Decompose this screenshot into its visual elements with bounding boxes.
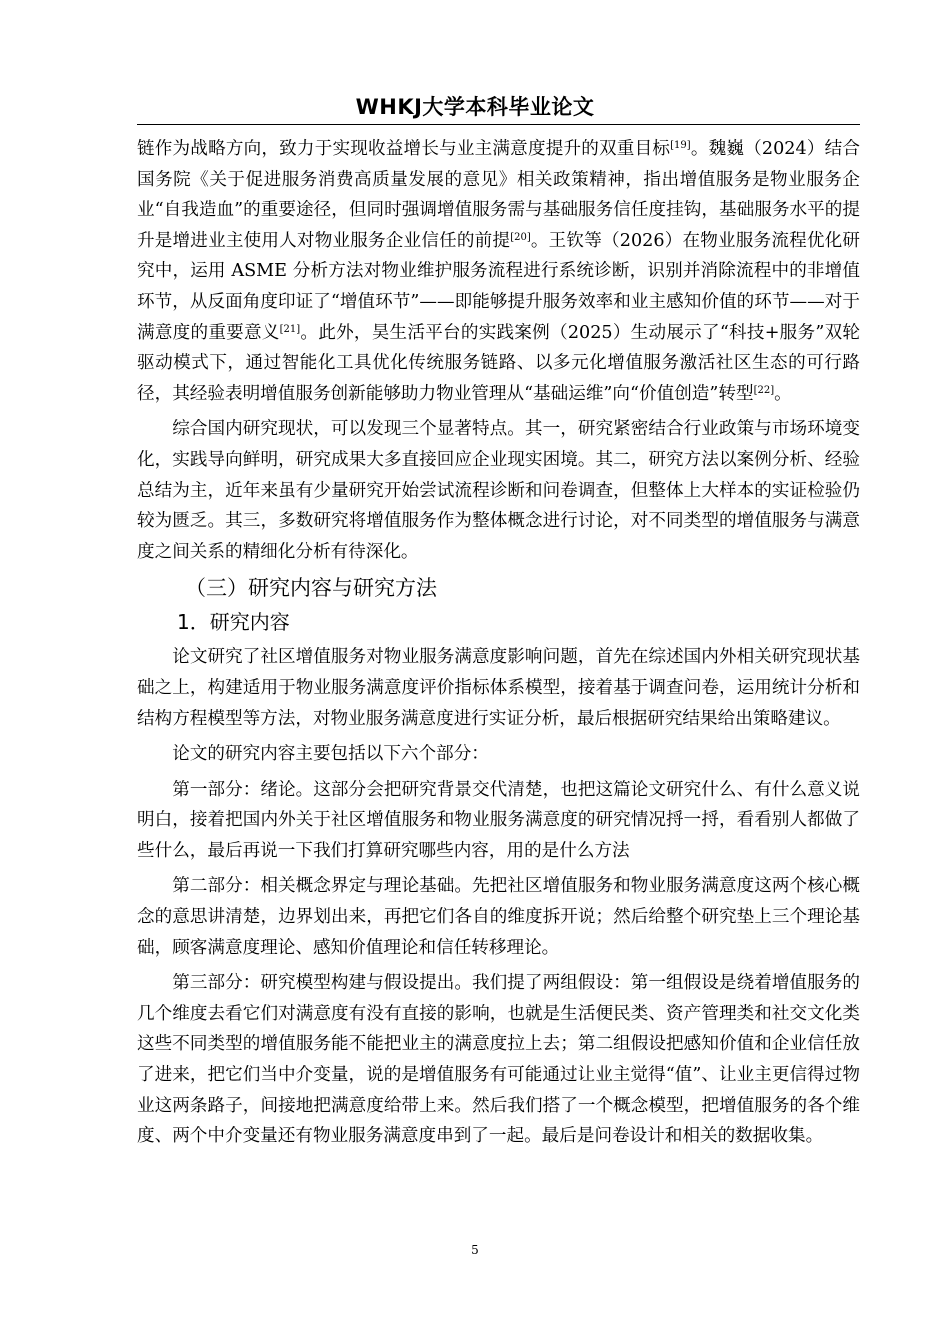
paragraph-text: 。此外，昊生活平台的实践案例（2025）生动展示了“科技+服务”双轮驱动模式下，通过智能化工具优化传统服务链路、以多元化增值服务激活社区生态的可行路径，其经验表明增值服务创新能够助力物业管理从“基础运维”向“价值创造”转型 — [137, 322, 860, 404]
paragraph-text: 链作为战略方向，致力于实现收益增长与业主满意度提升的双重目标 — [137, 139, 671, 159]
page-number: 5 — [471, 1243, 479, 1257]
page-header-title: WHKJ大学本科毕业论文 — [355, 95, 595, 119]
subsection-heading: 1．研究内容 — [177, 610, 290, 635]
paragraph-domestic-summary: 综合国内研究现状，可以发现三个显著特点。其一，研究紧密结合行业政策与市场环境变化，实践导向鲜明，研究成果大多直接回应企业现实困境。其二，研究方法以案例分析、经验总结为主，近年来虽有少量研究开始尝试流程诊断和问卷调查，但整体上大样本的实证检验仍较为匮乏。其三，多数研究将增值服务作为整体概念进行讨论，对不同类型的增值服务与满意度之间关系的精细化分析有待深化。 — [137, 419, 860, 562]
paragraph-text: 。魏巍（2024）结合国务院《关于促进服务消费高质量发展的意见》相关政策精神，指出增值服务是物业服务企业“自我造血”的重要途径，但同时强调增值服务需与基础服务信任度挂钩，基础服务水平的提升是增进业主使用人对物业服务企业信任的前提 — [137, 139, 860, 251]
citation-ref: [21] — [279, 323, 301, 335]
paragraph-continued — [137, 134, 860, 409]
paragraph-part-two: 第二部分：相关概念界定与理论基础。先把社区增值服务和物业服务满意度这两个核心概念的意思讲清楚，边界划出来，再把它们各自的维度拆开说；然后给整个研究垫上三个理论基础，顾客满意度理论、感知价值理论和信任转移理论。 — [137, 876, 860, 958]
paragraph-content-intro: 论文的研究内容主要包括以下六个部分： — [172, 744, 489, 765]
paragraph-text: 。王钦等（2026）在物业服务流程优化研究中，运用 ASME 分析方法对物业维护服务流程进行系统诊断，识别并消除流程中的非增值环节，从反面角度印证了“增值环节”——即能够提升服务效率和业主感知价值的环节——对于满意度的重要意义 — [137, 230, 860, 343]
citation-ref: [22] — [753, 384, 775, 396]
citation-ref: [19] — [670, 140, 691, 151]
paragraph-part-one: 第一部分：绪论。这部分会把研究背景交代清楚，也把这篇论文研究什么、有什么意义说明白，接着把国内外关于社区增值服务和物业服务满意度的研究情况捋一捋，看看别人都做了些什么，最后再说一下我们打算研究哪些内容，用的是什么方法 — [137, 779, 860, 861]
citation-ref: [20] — [510, 231, 531, 243]
paragraph-text: 。 — [774, 383, 792, 404]
body-text — [137, 134, 860, 1152]
header-divider — [137, 124, 860, 125]
section-heading: （三）研究内容与研究方法 — [185, 576, 437, 601]
paragraph-research-overview: 论文研究了社区增值服务对物业服务满意度影响问题，首先在综述国内外相关研究现状基础之上，构建适用于物业服务满意度评价指标体系模型，接着基于调查问卷，运用统计分析和结构方程模型等方法，对物业服务满意度进行实证分析，最后根据研究结果给出策略建议。 — [137, 647, 860, 729]
paragraph-part-three: 第三部分：研究模型构建与假设提出。我们提了两组假设：第一组假设是绕着增值服务的几个维度去看它们对满意度有没有直接的影响，也就是生活便民类、资产管理类和社交文化类这些不同类型的增值服务能不能把业主的满意度拉上去；第二组假设把感知价值和企业信任放了进来，把它们当中介变量，说的是增值服务有可能通过让业主觉得“值”、让业主更信得过物业这两条路子，间接地把满意度给带上来。然后我们搭了一个概念模型，把增值服务的各个维度、两个中介变量还有物业服务满意度串到了一起。最后是问卷设计和相关的数据收集。 — [137, 973, 860, 1147]
